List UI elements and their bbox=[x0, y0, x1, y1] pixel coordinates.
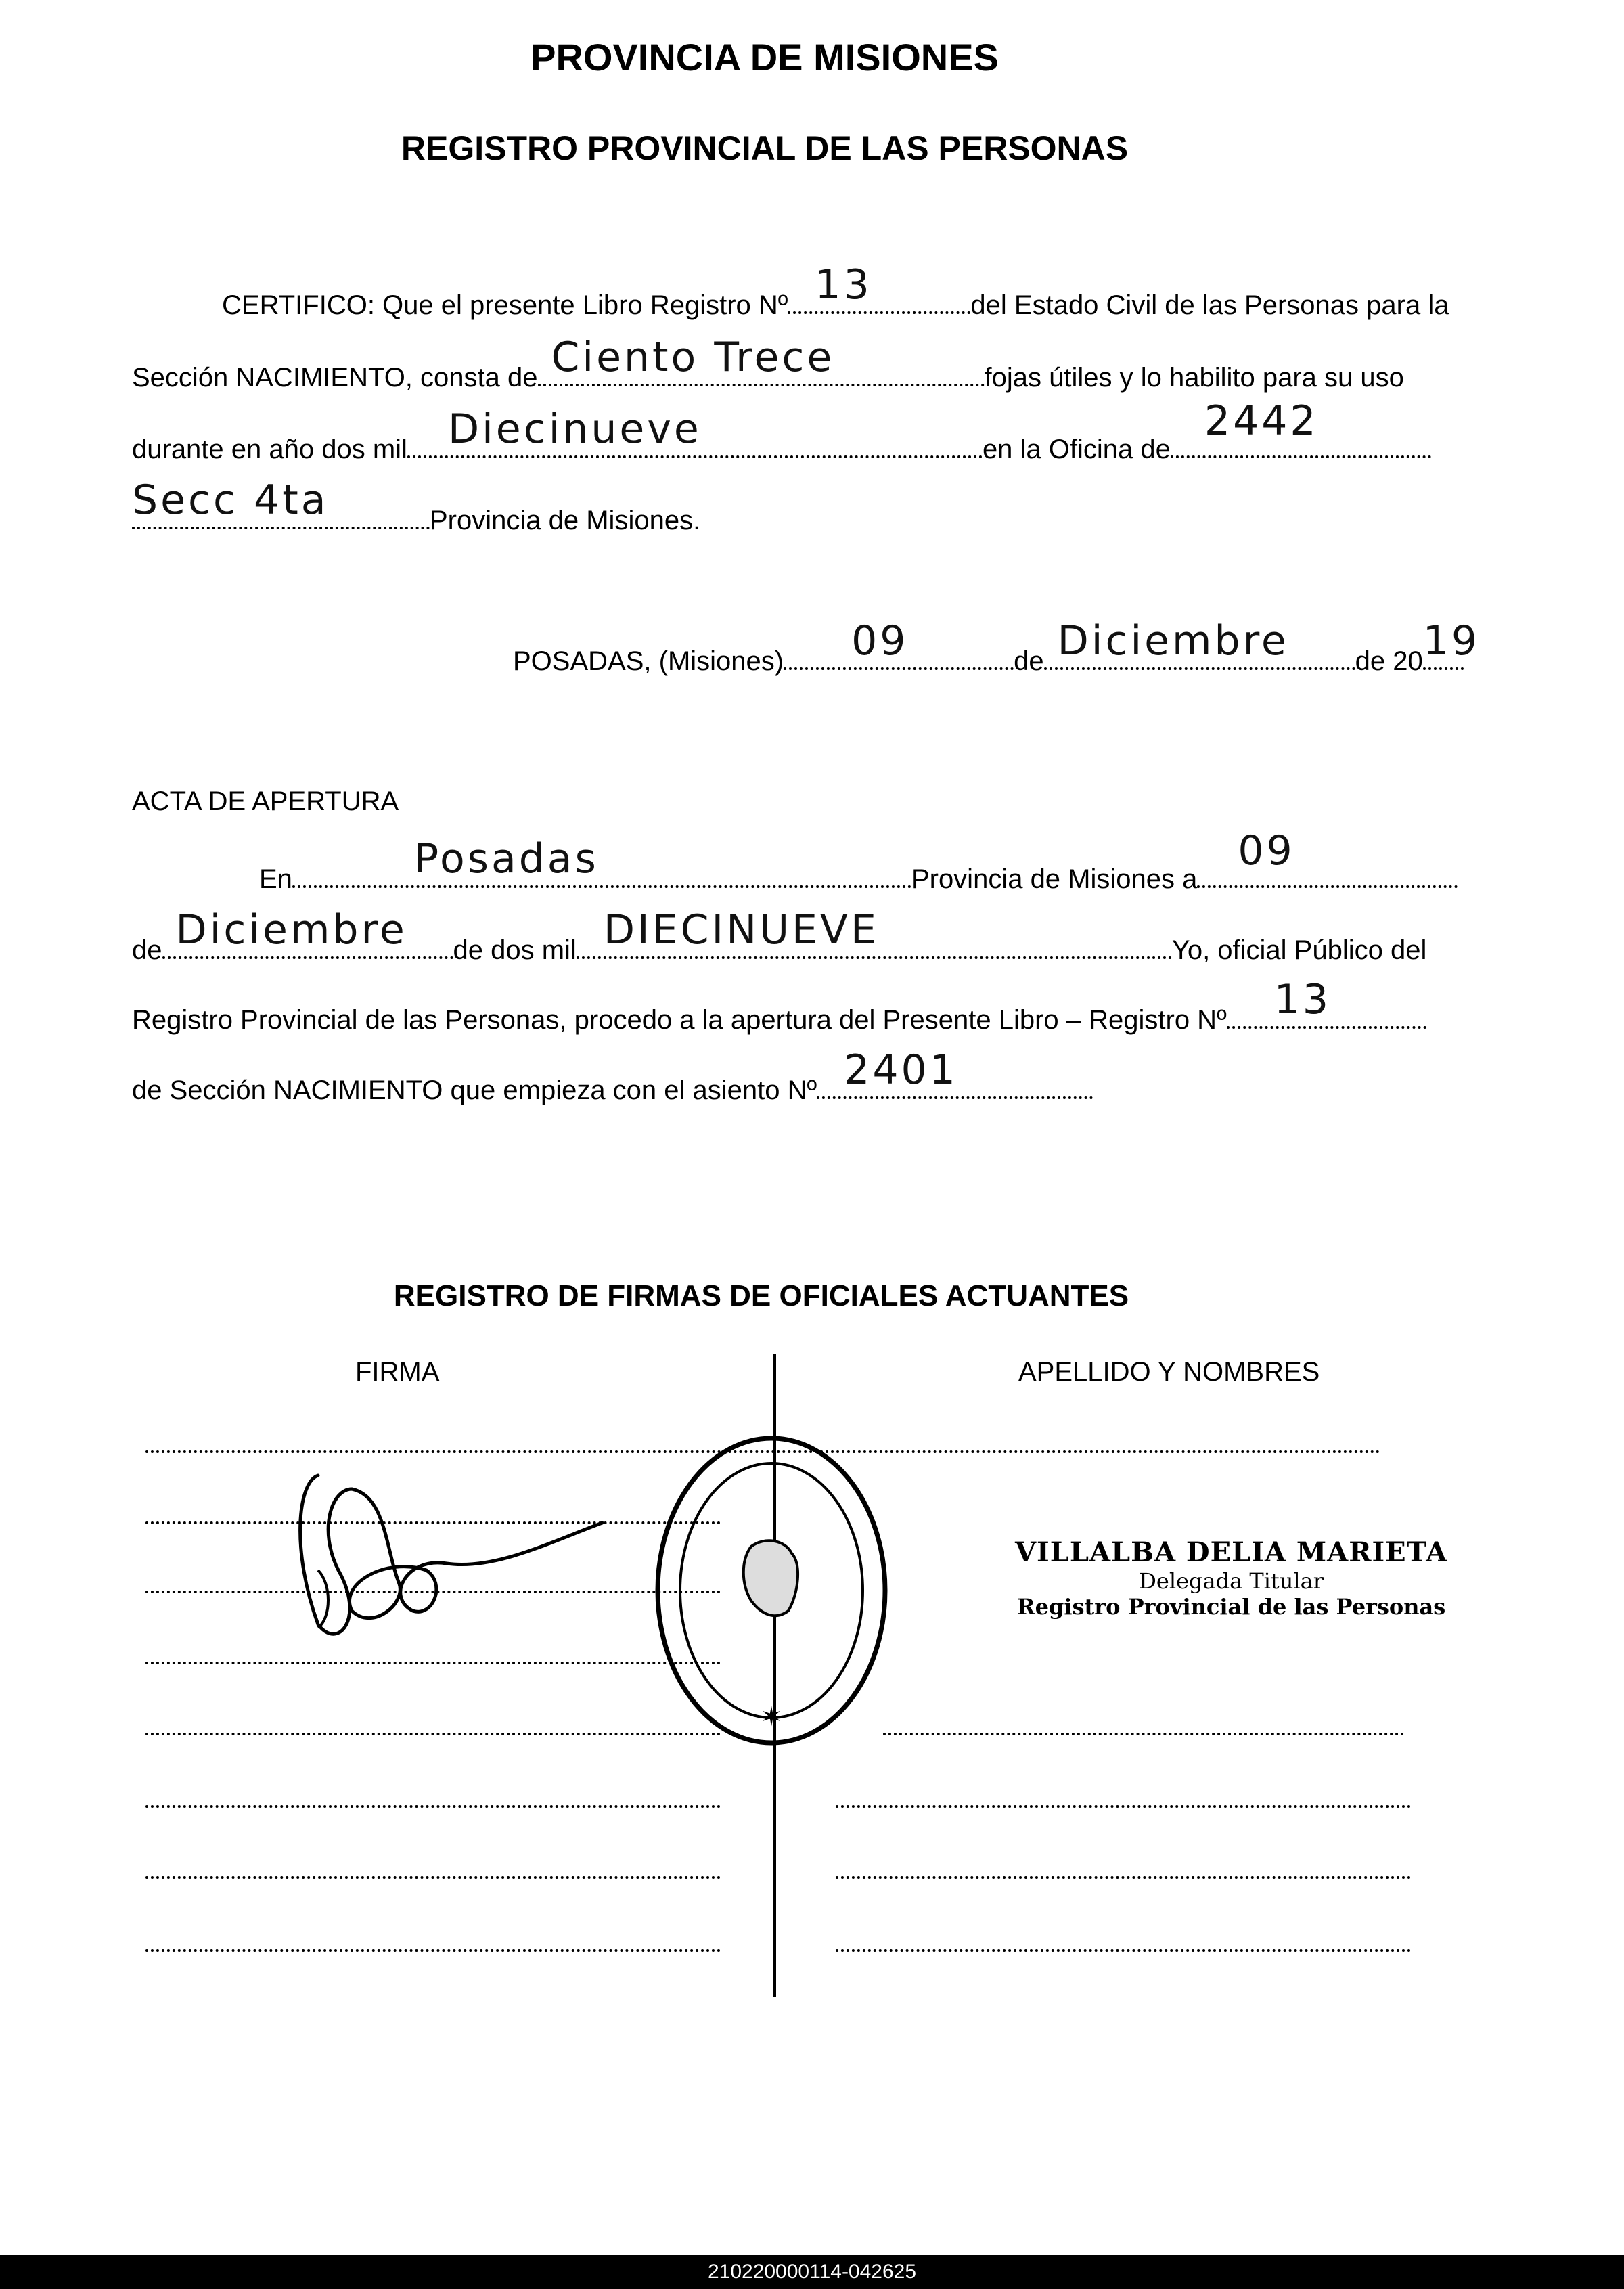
handwritten-anio: DIECINUEVE bbox=[603, 906, 879, 954]
signature-row bbox=[836, 1805, 1411, 1808]
cert-text: durante en año dos mil bbox=[132, 435, 407, 464]
document-code: 210220000114-042625 bbox=[0, 2255, 1624, 2289]
acta-line-4 bbox=[132, 1046, 1093, 1106]
document-title: PROVINCIA DE MISIONES bbox=[531, 36, 999, 79]
cert-text: fojas útiles y lo habilito para su uso bbox=[984, 363, 1404, 393]
blank-field bbox=[407, 405, 983, 458]
blank-field bbox=[817, 1046, 1093, 1099]
column-header-nombres: APELLIDO Y NOMBRES bbox=[1018, 1357, 1320, 1387]
acta-text: de Sección NACIMIENTO que empieza con el asiento Nº bbox=[132, 1075, 817, 1105]
handwritten-asiento: 2401 bbox=[844, 1046, 958, 1094]
cert-line-4 bbox=[132, 476, 701, 536]
cert-text: POSADAS, (Misiones) bbox=[513, 646, 784, 676]
blank-field bbox=[788, 261, 970, 314]
handwritten-anio: Diecinueve bbox=[447, 405, 702, 453]
official-name-stamp bbox=[1015, 1536, 1447, 1620]
handwritten-mes: Diciembre bbox=[1057, 617, 1289, 665]
official-title: Delegada Titular bbox=[1139, 1568, 1324, 1594]
acta-text: Registro Provincial de las Personas, procedo a la apertura del Presente Libro – Registro Nº bbox=[132, 1005, 1227, 1035]
handwritten-oficina-nombre: Secc 4ta bbox=[132, 476, 329, 524]
acta-title: ACTA DE APERTURA bbox=[132, 786, 399, 816]
signature-row bbox=[145, 1805, 721, 1808]
handwritten-dia: 09 bbox=[851, 617, 909, 665]
cert-date-line bbox=[513, 617, 1481, 677]
acta-line-3 bbox=[132, 976, 1426, 1036]
cert-text: Provincia de Misiones. bbox=[430, 506, 701, 535]
signature-row bbox=[883, 1733, 1404, 1735]
signature-row bbox=[836, 1876, 1411, 1879]
firmas-title: REGISTRO DE FIRMAS DE OFICIALES ACTUANTES bbox=[393, 1279, 1129, 1312]
signature-scribble bbox=[291, 1469, 616, 1651]
blank-field bbox=[1197, 827, 1458, 888]
blank-field bbox=[1227, 976, 1426, 1029]
acta-text: de bbox=[132, 935, 162, 965]
acta-line-1 bbox=[259, 827, 1458, 895]
cert-line-3 bbox=[132, 397, 1431, 465]
document-subtitle: REGISTRO PROVINCIAL DE LAS PERSONAS bbox=[401, 129, 1129, 167]
blank-field bbox=[1422, 617, 1481, 670]
signature-row bbox=[145, 1662, 721, 1664]
blank-field bbox=[577, 906, 1172, 959]
blank-field bbox=[162, 906, 453, 959]
cert-text: del Estado Civil de las Personas para la bbox=[970, 290, 1449, 320]
blank-field bbox=[292, 835, 911, 888]
blank-field bbox=[784, 617, 1014, 670]
signature-row bbox=[836, 1949, 1411, 1952]
acta-line-2 bbox=[132, 906, 1427, 966]
cert-line-2 bbox=[132, 334, 1404, 393]
cert-line-1 bbox=[222, 261, 1449, 321]
column-header-firma: FIRMA bbox=[355, 1357, 440, 1387]
signature-row bbox=[145, 1876, 721, 1879]
cert-text: Sección NACIMIENTO, consta de bbox=[132, 363, 538, 393]
handwritten-fojas: Ciento Trece bbox=[551, 334, 835, 381]
acta-text: En bbox=[259, 864, 292, 894]
acta-text: de dos mil bbox=[453, 935, 577, 965]
handwritten-libro-nro: 13 bbox=[1273, 976, 1332, 1023]
official-name: VILLALBA DELIA MARIETA bbox=[1015, 1536, 1448, 1568]
blank-field bbox=[1171, 397, 1431, 458]
handwritten-libro-nro: 13 bbox=[815, 261, 872, 309]
handwritten-dia: 09 bbox=[1238, 827, 1295, 874]
svg-text:✶: ✶ bbox=[760, 1702, 783, 1733]
official-organization: Registro Provincial de las Personas bbox=[1016, 1594, 1446, 1620]
blank-field bbox=[132, 476, 430, 529]
signature-row bbox=[145, 1733, 721, 1735]
signature-row bbox=[145, 1949, 721, 1952]
handwritten-oficina-nro: 2442 bbox=[1204, 397, 1319, 445]
cert-text: en la Oficina de bbox=[982, 435, 1171, 464]
official-stamp bbox=[650, 1428, 893, 1753]
cert-text: CERTIFICO: Que el presente Libro Registro Nº bbox=[222, 290, 788, 320]
handwritten-lugar: Posadas bbox=[413, 835, 599, 883]
cert-text: de 20 bbox=[1355, 646, 1423, 676]
handwritten-mes: Diciembre bbox=[175, 906, 407, 954]
handwritten-anio-corto: 19 bbox=[1422, 617, 1481, 665]
cert-text: de bbox=[1014, 646, 1044, 676]
blank-field bbox=[538, 334, 985, 386]
acta-text: Provincia de Misiones a bbox=[911, 864, 1198, 894]
acta-text: Yo, oficial Público del bbox=[1171, 935, 1427, 965]
blank-field bbox=[1044, 617, 1355, 670]
